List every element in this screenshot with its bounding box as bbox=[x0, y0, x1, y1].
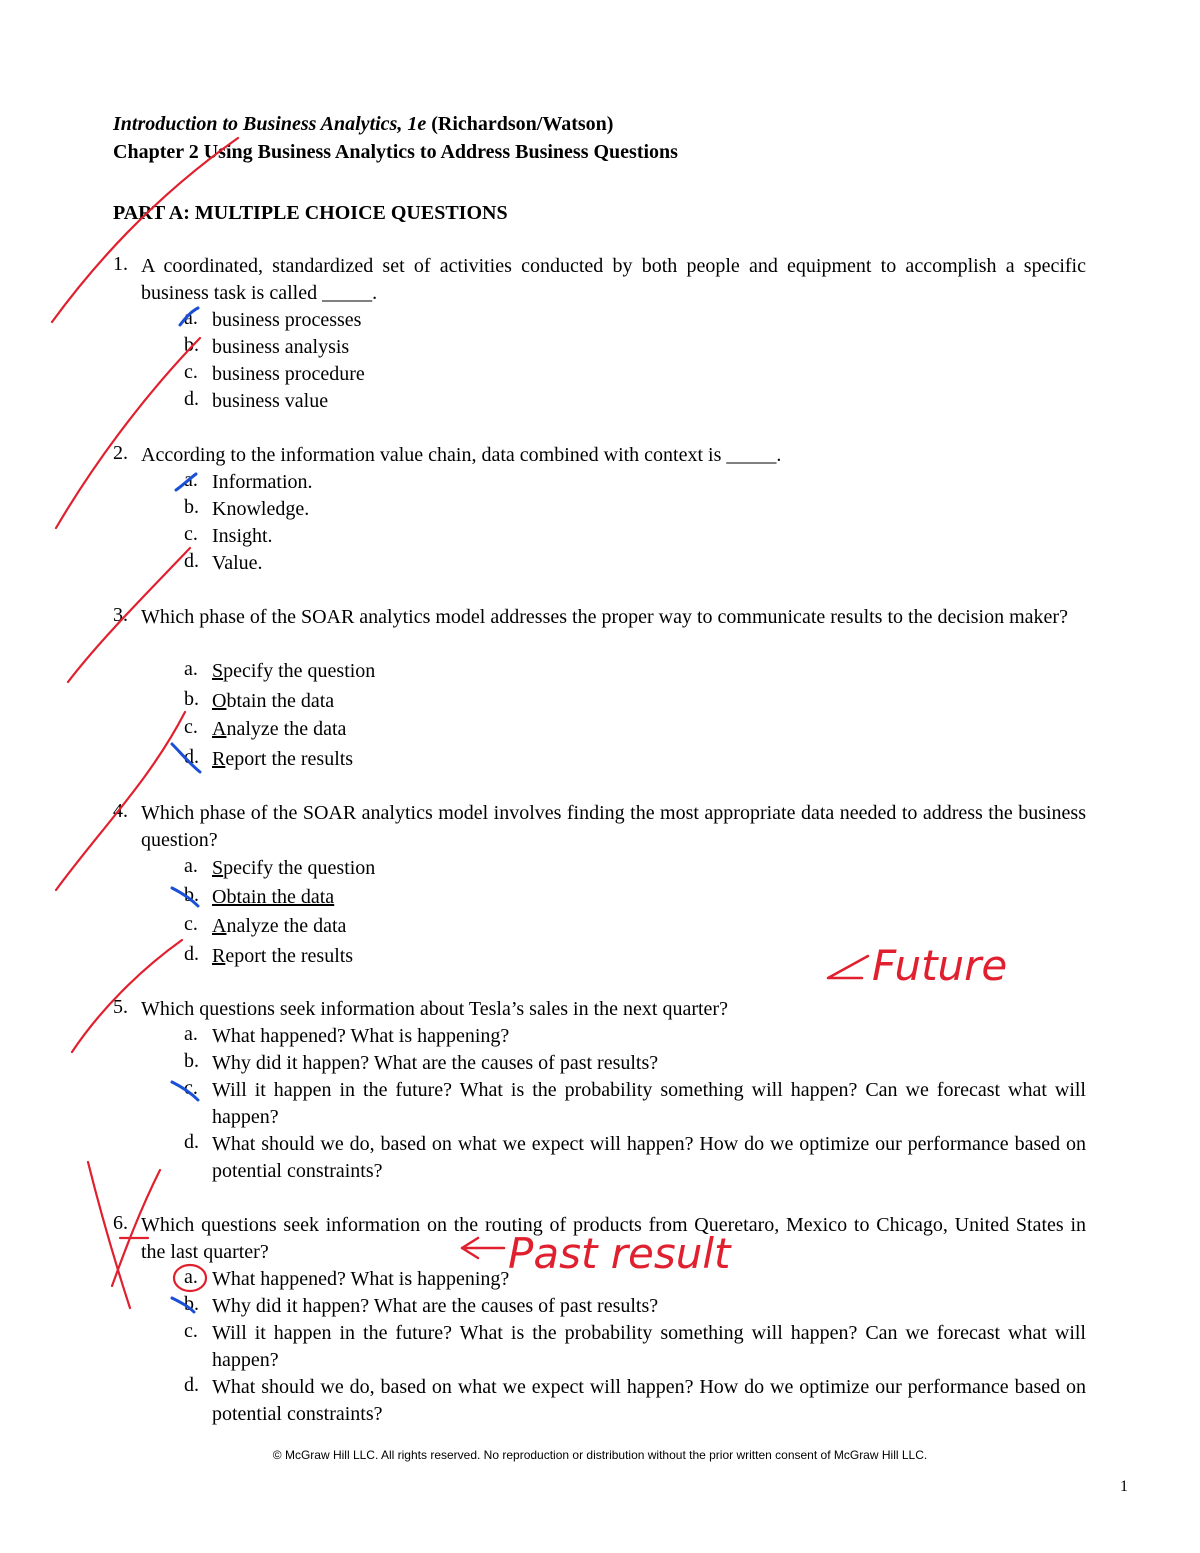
option-text: Information. bbox=[212, 471, 313, 493]
option-initial: O bbox=[212, 690, 227, 712]
option-text: Value. bbox=[212, 552, 263, 574]
option-text bbox=[212, 746, 1086, 773]
option-letter: c. bbox=[184, 913, 198, 935]
option-text: business procedure bbox=[212, 363, 365, 385]
question-text: Which questions seek information about Tesla’s sales in the next quarter? bbox=[141, 998, 728, 1020]
option-letter: b. bbox=[184, 884, 199, 906]
option-text: business processes bbox=[212, 309, 362, 331]
option-letter: a. bbox=[184, 658, 198, 680]
option-initial: O bbox=[212, 886, 227, 908]
option-letter: b. bbox=[184, 688, 199, 710]
option-initial: R bbox=[212, 748, 226, 770]
option-rest: nalyze the data bbox=[226, 915, 347, 937]
option-text bbox=[212, 913, 1086, 940]
option-letter: d. bbox=[184, 746, 199, 768]
future-note: Future bbox=[872, 941, 1008, 990]
option-text: Why did it happen? What are the causes of past results? bbox=[212, 1295, 659, 1317]
option-initial: R bbox=[212, 945, 226, 967]
question-number: 1. bbox=[113, 253, 128, 275]
option-letter: d. bbox=[184, 1374, 199, 1396]
book-title: Introduction to Business Analytics, 1e bbox=[113, 113, 427, 135]
option-rest: pecify the question bbox=[223, 660, 376, 682]
option-rest: eport the results bbox=[225, 945, 354, 967]
option-text: What happened? What is happening? bbox=[212, 1025, 510, 1047]
option-initial: S bbox=[212, 857, 224, 879]
red-x-stroke-1 bbox=[88, 1162, 130, 1308]
option-letter: c. bbox=[184, 1077, 198, 1099]
option-text: Knowledge. bbox=[212, 498, 310, 520]
question-number: 3. bbox=[113, 604, 128, 626]
option-letter: d. bbox=[184, 943, 199, 965]
option-text: Why did it happen? What are the causes of past results? bbox=[212, 1052, 659, 1074]
option-text bbox=[212, 688, 1086, 715]
option-letter: d. bbox=[184, 1131, 199, 1153]
book-authors: (Richardson/Watson) bbox=[426, 113, 614, 135]
option-initial: A bbox=[212, 718, 227, 740]
question-number: 4. bbox=[113, 800, 128, 822]
option-text: What should we do, based on what we expect will happen? How do we optimize our performance based on potential constraints? bbox=[212, 1133, 1086, 1182]
option-letter: b. bbox=[184, 496, 199, 518]
option-letter: d. bbox=[184, 550, 199, 572]
option-rest: btain the data bbox=[226, 886, 335, 908]
question-text: Which questions seek information on the routing of products from Queretaro, Mexico to Chicago, United States in the last quarter? bbox=[141, 1214, 1086, 1263]
question-text: According to the information value chain, data combined with context is _____. bbox=[141, 444, 782, 466]
question-text: Which phase of the SOAR analytics model addresses the proper way to communicate results to the decision maker? bbox=[141, 606, 1068, 628]
option-letter: b. bbox=[184, 1293, 199, 1315]
red-check-marks bbox=[52, 138, 238, 1308]
copyright-footer: © McGraw Hill LLC. All rights reserved. No reproduction or distribution without the prior written consent of McGraw Hill LLC. bbox=[272, 1448, 928, 1462]
option-text: What happened? What is happening? bbox=[212, 1268, 510, 1290]
question-text: Which phase of the SOAR analytics model involves finding the most appropriate data needed to address the business question? bbox=[141, 802, 1086, 851]
option-text: business value bbox=[212, 390, 329, 412]
option-text: Will it happen in the future? What is the probability something will happen? Can we forecast what will happen? bbox=[212, 1322, 1086, 1371]
option-text bbox=[212, 855, 1086, 882]
option-letter: b. bbox=[184, 1050, 199, 1072]
option-letter: d. bbox=[184, 388, 199, 410]
option-letter: c. bbox=[184, 716, 198, 738]
option-letter: a. bbox=[184, 1266, 198, 1288]
past-result-note: Past result bbox=[508, 1229, 731, 1278]
option-text: business analysis bbox=[212, 336, 350, 358]
option-letter: c. bbox=[184, 523, 198, 545]
option-rest: nalyze the data bbox=[226, 718, 347, 740]
option-rest: pecify the question bbox=[223, 857, 376, 879]
question-text: A coordinated, standardized set of activities conducted by both people and equipment to accomplish a specific business task is called _____. bbox=[141, 255, 1086, 304]
question-number: 6. bbox=[113, 1212, 128, 1234]
question-number: 2. bbox=[113, 442, 128, 464]
option-letter: c. bbox=[184, 1320, 198, 1342]
option-text bbox=[212, 716, 1086, 743]
option-text bbox=[212, 943, 1086, 970]
question-number: 5. bbox=[113, 996, 128, 1018]
page-number: 1 bbox=[1120, 1478, 1128, 1495]
option-letter: b. bbox=[184, 334, 199, 356]
option-initial: A bbox=[212, 915, 227, 937]
option-text bbox=[212, 884, 1086, 911]
option-text bbox=[212, 658, 1086, 685]
option-text: What should we do, based on what we expect will happen? How do we optimize our performance based on potential constraints? bbox=[212, 1376, 1086, 1425]
option-text: Will it happen in the future? What is the probability something will happen? Can we forecast what will happen? bbox=[212, 1079, 1086, 1128]
red-check-q2 bbox=[56, 338, 200, 528]
option-letter: a. bbox=[184, 469, 198, 491]
chapter-title: Chapter 2 Using Business Analytics to Address Business Questions bbox=[113, 141, 678, 163]
option-rest: eport the results bbox=[225, 748, 354, 770]
book-title-line bbox=[113, 113, 613, 136]
option-text: Insight. bbox=[212, 525, 273, 547]
option-letter: a. bbox=[184, 307, 198, 329]
option-rest: btain the data bbox=[226, 690, 335, 712]
option-letter: a. bbox=[184, 855, 198, 877]
section-title: PART A: MULTIPLE CHOICE QUESTIONS bbox=[113, 202, 508, 224]
option-letter: a. bbox=[184, 1023, 198, 1045]
option-letter: c. bbox=[184, 361, 198, 383]
option-initial: S bbox=[212, 660, 224, 682]
